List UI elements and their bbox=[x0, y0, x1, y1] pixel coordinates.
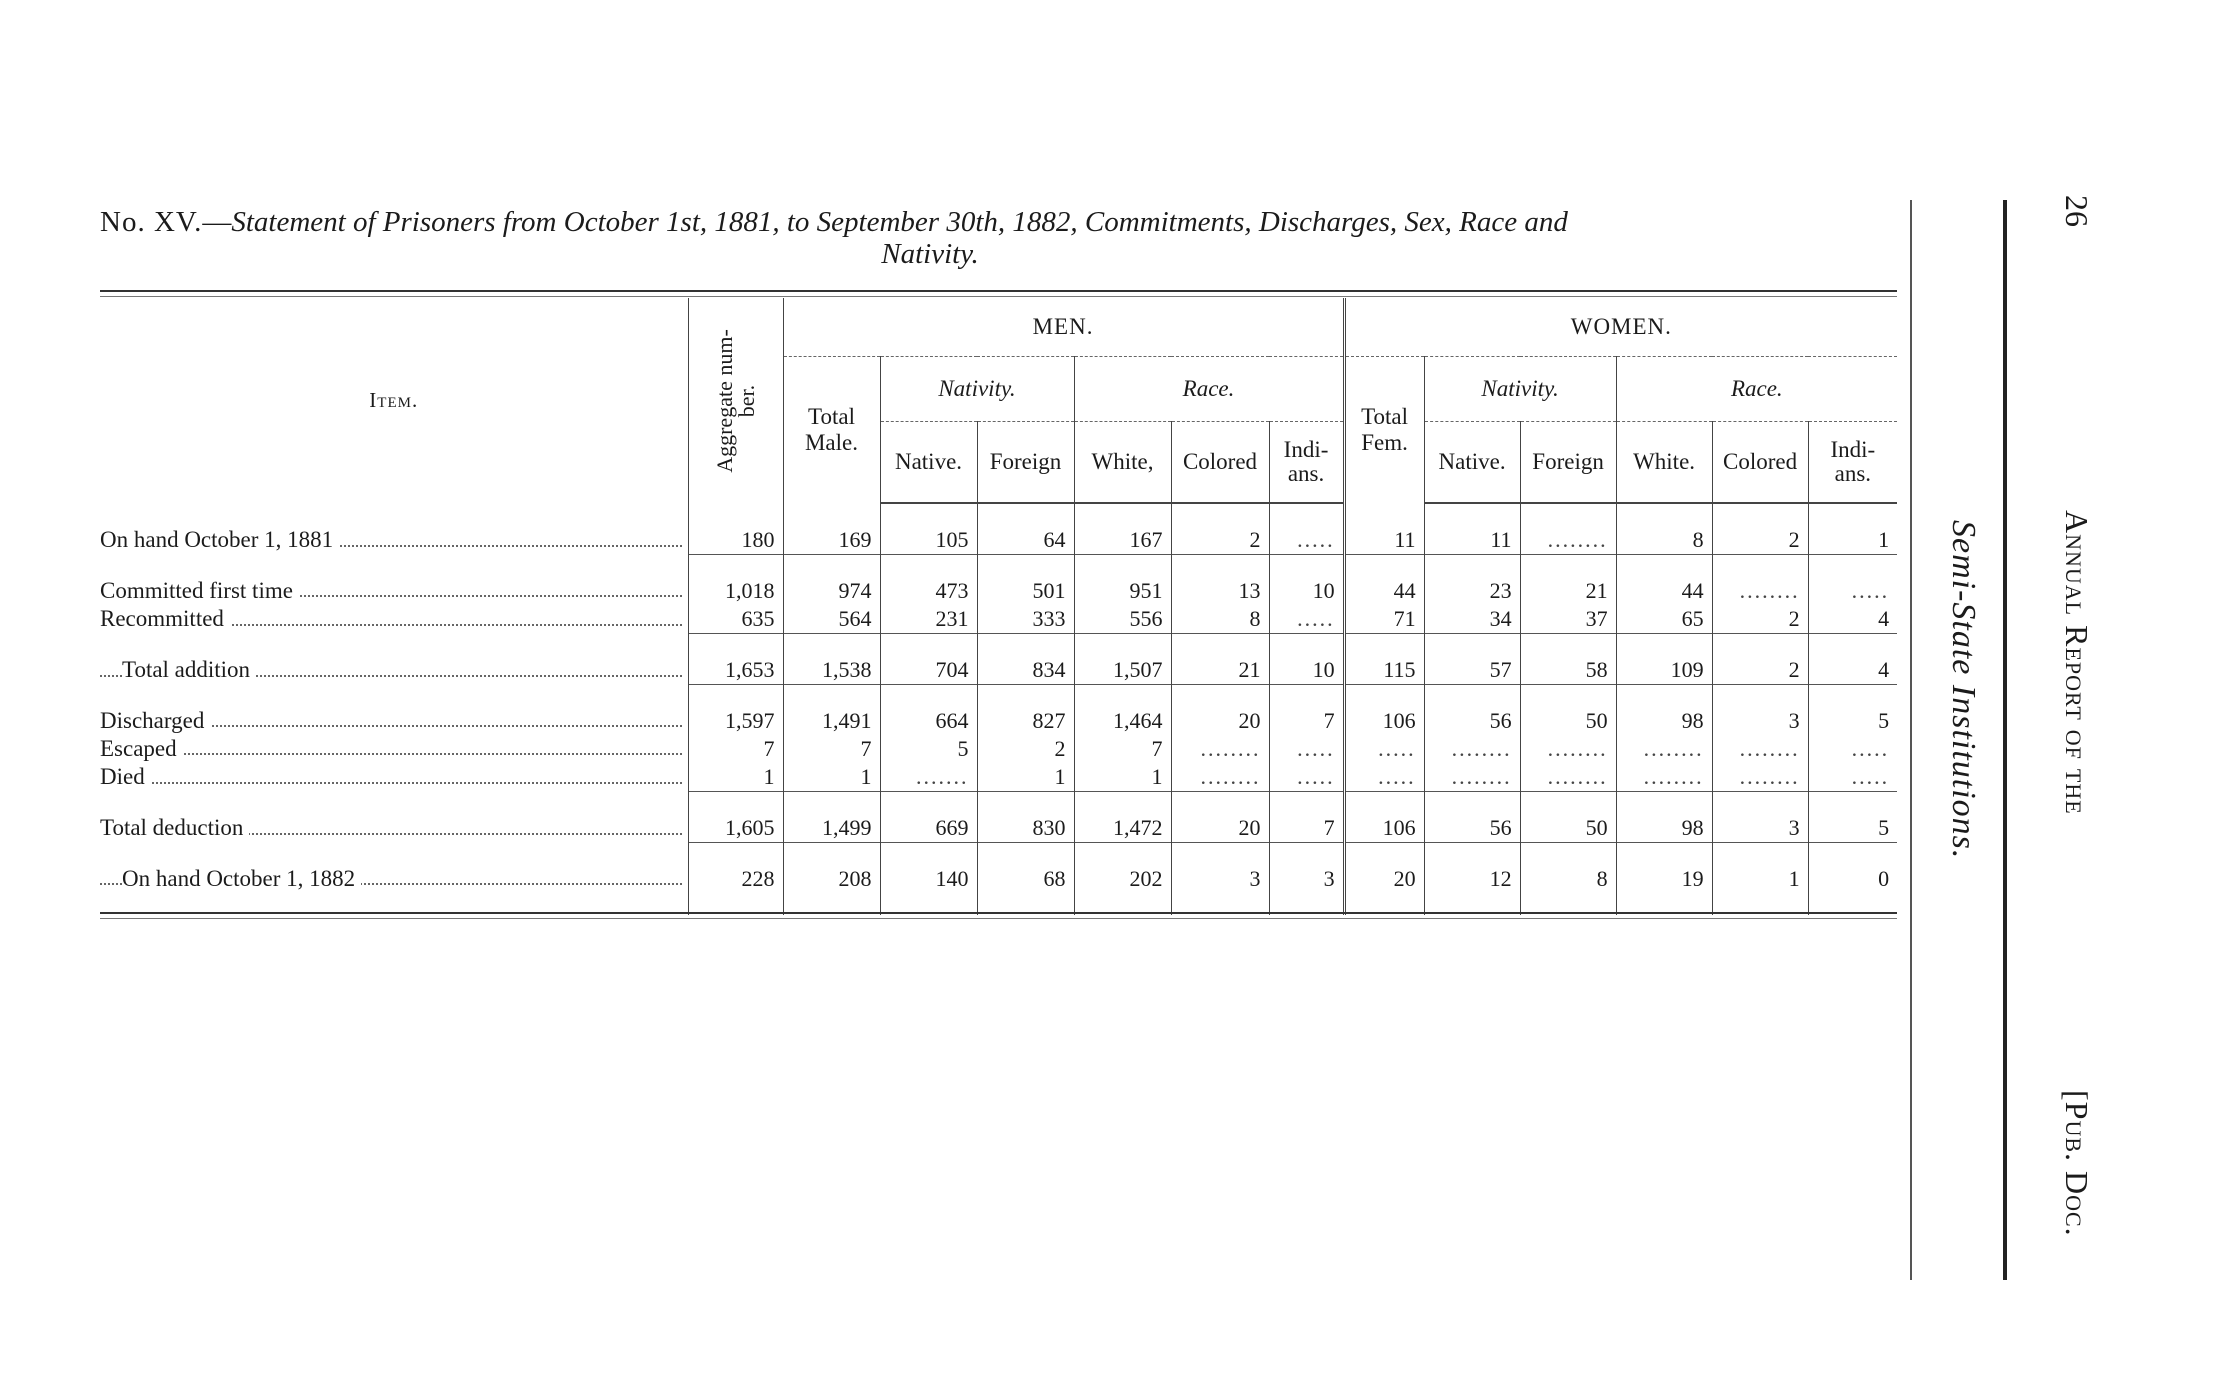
table-cell: 106 bbox=[1344, 707, 1424, 735]
table-cell: 5 bbox=[880, 735, 977, 763]
table-cell: ..... bbox=[1344, 735, 1424, 763]
prisoner-statistics-table bbox=[100, 298, 1897, 915]
table-row bbox=[100, 735, 1897, 763]
table-cell: 44 bbox=[1616, 577, 1712, 605]
table-cell: 2 bbox=[1171, 526, 1269, 555]
aggregate-header-text: Aggregate num-ber. bbox=[711, 328, 759, 473]
men-native-header: Native. bbox=[880, 422, 977, 504]
women-foreign-header: Foreign bbox=[1520, 422, 1616, 504]
row-label-text: On hand October 1, 1882 bbox=[122, 866, 361, 891]
table-cell: 1 bbox=[783, 763, 880, 792]
men-white-header: White, bbox=[1074, 422, 1171, 504]
table-row bbox=[100, 707, 1897, 735]
table-cell: ........ bbox=[1171, 735, 1269, 763]
bottom-rule-thin bbox=[100, 918, 1897, 919]
table-row bbox=[100, 814, 1897, 843]
table-cell: 13 bbox=[1171, 577, 1269, 605]
table-row bbox=[100, 656, 1897, 685]
table-cell: 5 bbox=[1808, 814, 1897, 843]
men-colored-header: Colored bbox=[1171, 422, 1269, 504]
page-number: 26 bbox=[2059, 195, 2095, 227]
table-cell: 20 bbox=[1171, 707, 1269, 735]
table-cell: 1 bbox=[688, 763, 783, 792]
table-row bbox=[100, 605, 1897, 634]
table-cell: ........ bbox=[1616, 735, 1712, 763]
table-cell: 19 bbox=[1616, 865, 1712, 893]
total-fem-header: Total Fem. bbox=[1344, 357, 1424, 504]
running-head: Annual Report of the bbox=[2059, 510, 2095, 815]
table-cell: 0 bbox=[1808, 865, 1897, 893]
table-cell: 2 bbox=[977, 735, 1074, 763]
table-cell: ..... bbox=[1808, 763, 1897, 792]
row-label bbox=[100, 865, 688, 893]
table-cell: 2 bbox=[1712, 526, 1808, 555]
table-cell: 1,605 bbox=[688, 814, 783, 843]
table-cell: 1,507 bbox=[1074, 656, 1171, 685]
pub-doc-label: [Pub. Doc. bbox=[2059, 1090, 2095, 1237]
table-cell: ..... bbox=[1808, 577, 1897, 605]
table-cell: 10 bbox=[1269, 656, 1344, 685]
row-label bbox=[100, 707, 688, 735]
table-cell: 4 bbox=[1808, 605, 1897, 634]
table-cell: ........ bbox=[1712, 577, 1808, 605]
table-cell: 44 bbox=[1344, 577, 1424, 605]
table-cell: 10 bbox=[1269, 577, 1344, 605]
table-body bbox=[100, 503, 1897, 915]
row-label-text: Escaped bbox=[100, 736, 183, 761]
top-rule-thin bbox=[100, 296, 1897, 297]
row-spacer bbox=[100, 634, 1897, 657]
row-label bbox=[100, 735, 688, 763]
leader-dots bbox=[100, 782, 682, 784]
table-cell: ..... bbox=[1269, 763, 1344, 792]
table-cell: 20 bbox=[1171, 814, 1269, 843]
table-cell: 1,538 bbox=[783, 656, 880, 685]
row-label bbox=[100, 605, 688, 634]
table-cell: ..... bbox=[1269, 605, 1344, 634]
women-race-header: Race. bbox=[1616, 357, 1897, 422]
table-cell: 8 bbox=[1171, 605, 1269, 634]
table-cell: 1 bbox=[1712, 865, 1808, 893]
table-cell: 71 bbox=[1344, 605, 1424, 634]
table-cell: 228 bbox=[688, 865, 783, 893]
row-label bbox=[100, 526, 688, 555]
men-nativity-header: Nativity. bbox=[880, 357, 1074, 422]
table-title bbox=[100, 206, 1900, 270]
women-group-header: WOMEN. bbox=[1344, 298, 1897, 357]
table-cell: ........ bbox=[1171, 763, 1269, 792]
table-cell: 50 bbox=[1520, 707, 1616, 735]
table-cell: 1 bbox=[977, 763, 1074, 792]
table-cell: ........ bbox=[1520, 735, 1616, 763]
table-cell: 1,472 bbox=[1074, 814, 1171, 843]
women-native-header: Native. bbox=[1424, 422, 1520, 504]
table-cell: 3 bbox=[1712, 814, 1808, 843]
table-cell: ........ bbox=[1520, 526, 1616, 555]
table-row bbox=[100, 577, 1897, 605]
margin-rule-right bbox=[2003, 200, 2007, 1280]
women-indians-header: Indi-ans. bbox=[1808, 422, 1897, 504]
table-cell: 664 bbox=[880, 707, 977, 735]
table-cell: 115 bbox=[1344, 656, 1424, 685]
aggregate-column-header bbox=[688, 298, 783, 503]
table-cell: 2 bbox=[1712, 605, 1808, 634]
table-cell: 1 bbox=[1074, 763, 1171, 792]
title-text-line2: Nativity. bbox=[881, 238, 979, 270]
table-cell: 202 bbox=[1074, 865, 1171, 893]
women-colored-header: Colored bbox=[1712, 422, 1808, 504]
table-cell: ........ bbox=[1424, 763, 1520, 792]
table-cell: 830 bbox=[977, 814, 1074, 843]
table-cell: 12 bbox=[1424, 865, 1520, 893]
table-cell: 7 bbox=[783, 735, 880, 763]
row-label bbox=[100, 656, 688, 685]
row-label-text: On hand October 1, 1881 bbox=[100, 527, 339, 552]
table-row bbox=[100, 865, 1897, 893]
row-label-text: Died bbox=[100, 764, 151, 789]
table-cell: 68 bbox=[977, 865, 1074, 893]
table-cell: 501 bbox=[977, 577, 1074, 605]
table-cell: 167 bbox=[1074, 526, 1171, 555]
table-cell: 974 bbox=[783, 577, 880, 605]
table-cell: 635 bbox=[688, 605, 783, 634]
table-row bbox=[100, 763, 1897, 792]
table-cell: 4 bbox=[1808, 656, 1897, 685]
table-cell: 7 bbox=[688, 735, 783, 763]
table-cell: ........ bbox=[1616, 763, 1712, 792]
row-spacer bbox=[100, 792, 1897, 815]
table-number: No. XV. bbox=[100, 206, 203, 238]
table-cell: 106 bbox=[1344, 814, 1424, 843]
row-spacer bbox=[100, 843, 1897, 866]
table-cell: 3 bbox=[1269, 865, 1344, 893]
row-spacer bbox=[100, 685, 1897, 708]
item-column-header: Item. bbox=[369, 388, 419, 412]
table-cell: 8 bbox=[1520, 865, 1616, 893]
men-race-header: Race. bbox=[1074, 357, 1344, 422]
table-cell: 1,491 bbox=[783, 707, 880, 735]
women-white-header: White. bbox=[1616, 422, 1712, 504]
row-label-text: Discharged bbox=[100, 708, 210, 733]
table-cell: ..... bbox=[1808, 735, 1897, 763]
table-cell: 7 bbox=[1269, 707, 1344, 735]
row-label-text: Committed first time bbox=[100, 578, 299, 603]
men-indians-header: Indi-ans. bbox=[1269, 422, 1344, 504]
table-cell: 20 bbox=[1344, 865, 1424, 893]
table-cell: 64 bbox=[977, 526, 1074, 555]
table-cell: 180 bbox=[688, 526, 783, 555]
table-cell: 7 bbox=[1074, 735, 1171, 763]
table-cell: 473 bbox=[880, 577, 977, 605]
table-cell: 1,499 bbox=[783, 814, 880, 843]
table-cell: 1,597 bbox=[688, 707, 783, 735]
table-cell: 11 bbox=[1344, 526, 1424, 555]
row-label bbox=[100, 577, 688, 605]
women-nativity-header: Nativity. bbox=[1424, 357, 1616, 422]
top-rule bbox=[100, 290, 1897, 292]
table-row bbox=[100, 526, 1897, 555]
table-cell: 1 bbox=[1808, 526, 1897, 555]
table-cell: 3 bbox=[1171, 865, 1269, 893]
table-cell: 231 bbox=[880, 605, 977, 634]
table-cell: 169 bbox=[783, 526, 880, 555]
row-label bbox=[100, 814, 688, 843]
table-cell: 2 bbox=[1712, 656, 1808, 685]
margin-rule-left bbox=[1910, 200, 1912, 1280]
table-cell: 65 bbox=[1616, 605, 1712, 634]
total-male-header: Total Male. bbox=[783, 357, 880, 504]
table-cell: ..... bbox=[1269, 526, 1344, 555]
men-group-header: MEN. bbox=[783, 298, 1344, 357]
table-cell: 50 bbox=[1520, 814, 1616, 843]
table-cell: ........ bbox=[1712, 735, 1808, 763]
table-cell: ........ bbox=[1520, 763, 1616, 792]
table-cell: ....... bbox=[880, 763, 977, 792]
table-cell: 704 bbox=[880, 656, 977, 685]
table-cell: 556 bbox=[1074, 605, 1171, 634]
table-cell: 34 bbox=[1424, 605, 1520, 634]
section-title: Semi-State Institutions. bbox=[1945, 520, 1982, 860]
table-cell: 827 bbox=[977, 707, 1074, 735]
row-spacer bbox=[100, 503, 1897, 526]
table-cell: 56 bbox=[1424, 707, 1520, 735]
table-cell: 669 bbox=[880, 814, 977, 843]
table-cell: 834 bbox=[977, 656, 1074, 685]
table-cell: 951 bbox=[1074, 577, 1171, 605]
table-cell: 57 bbox=[1424, 656, 1520, 685]
table-cell: 1,464 bbox=[1074, 707, 1171, 735]
table-cell: 21 bbox=[1520, 577, 1616, 605]
table-cell: 7 bbox=[1269, 814, 1344, 843]
table-cell: 109 bbox=[1616, 656, 1712, 685]
table-cell: 3 bbox=[1712, 707, 1808, 735]
table-cell: ........ bbox=[1712, 763, 1808, 792]
title-text-line1: Statement of Prisoners from October 1st, 1881, to September 30th, 1882, Commitments, Discharges, Sex, Race and bbox=[231, 206, 1568, 238]
table-cell: 140 bbox=[880, 865, 977, 893]
table-cell: 98 bbox=[1616, 814, 1712, 843]
table-cell: 1,653 bbox=[688, 656, 783, 685]
row-label-text: Total deduction bbox=[100, 815, 249, 840]
men-foreign-header: Foreign bbox=[977, 422, 1074, 504]
table-cell: 5 bbox=[1808, 707, 1897, 735]
table-cell: 8 bbox=[1616, 526, 1712, 555]
table-cell: 56 bbox=[1424, 814, 1520, 843]
table-cell: 37 bbox=[1520, 605, 1616, 634]
table-cell: 333 bbox=[977, 605, 1074, 634]
table-cell: ........ bbox=[1424, 735, 1520, 763]
row-label-text: Recommitted bbox=[100, 606, 230, 631]
row-label bbox=[100, 763, 688, 792]
table-cell: ..... bbox=[1269, 735, 1344, 763]
table-cell: 11 bbox=[1424, 526, 1520, 555]
title-dash: — bbox=[202, 206, 232, 238]
table-cell: 21 bbox=[1171, 656, 1269, 685]
table-cell: 564 bbox=[783, 605, 880, 634]
table-cell: 98 bbox=[1616, 707, 1712, 735]
table-cell: 1,018 bbox=[688, 577, 783, 605]
table-cell: 105 bbox=[880, 526, 977, 555]
bottom-rule bbox=[100, 912, 1897, 914]
table-cell: 23 bbox=[1424, 577, 1520, 605]
table-cell: 58 bbox=[1520, 656, 1616, 685]
row-label-text: Total addition bbox=[122, 657, 256, 682]
leader-dots bbox=[100, 753, 682, 755]
table-cell: ..... bbox=[1344, 763, 1424, 792]
table-cell: 208 bbox=[783, 865, 880, 893]
row-spacer bbox=[100, 555, 1897, 578]
